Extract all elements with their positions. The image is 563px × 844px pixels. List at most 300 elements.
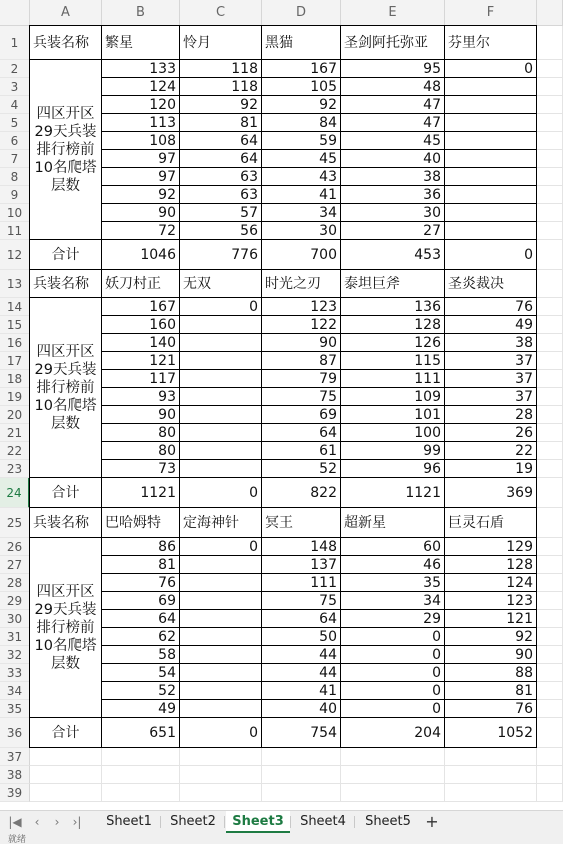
empty-cell[interactable] — [537, 784, 563, 802]
row-header-37[interactable]: 37 — [0, 748, 30, 766]
data-cell[interactable]: 129 — [445, 538, 537, 556]
empty-cell[interactable] — [445, 784, 537, 802]
empty-cell[interactable] — [537, 460, 563, 478]
data-cell[interactable]: 46 — [341, 556, 445, 574]
data-cell[interactable]: 60 — [341, 538, 445, 556]
data-cell[interactable]: 45 — [262, 150, 341, 168]
total-cell[interactable]: 1052 — [445, 718, 537, 748]
data-cell[interactable]: 69 — [102, 592, 180, 610]
data-cell[interactable]: 111 — [341, 370, 445, 388]
empty-cell[interactable] — [102, 784, 180, 802]
data-cell[interactable]: 64 — [180, 150, 262, 168]
ranking-side-label[interactable]: 四区开区29天兵装排行榜前10名爬塔层数 — [30, 60, 102, 240]
row-header-33[interactable]: 33 — [0, 664, 30, 682]
empty-cell[interactable] — [341, 784, 445, 802]
equipment-name-cell[interactable]: 妖刀村正 — [102, 270, 180, 298]
empty-cell[interactable] — [537, 132, 563, 150]
empty-cell[interactable] — [537, 592, 563, 610]
data-cell[interactable]: 37 — [445, 388, 537, 406]
data-cell[interactable]: 64 — [102, 610, 180, 628]
data-cell[interactable] — [180, 646, 262, 664]
data-cell[interactable]: 81 — [180, 114, 262, 132]
row-header-1[interactable]: 1 — [0, 26, 30, 60]
data-cell[interactable]: 120 — [102, 96, 180, 114]
total-cell[interactable]: 776 — [180, 240, 262, 270]
empty-cell[interactable] — [537, 222, 563, 240]
data-cell[interactable]: 47 — [341, 96, 445, 114]
data-cell[interactable]: 63 — [180, 168, 262, 186]
empty-cell[interactable] — [537, 700, 563, 718]
data-cell[interactable]: 30 — [341, 204, 445, 222]
row-header-11[interactable]: 11 — [0, 222, 30, 240]
data-cell[interactable]: 48 — [341, 78, 445, 96]
row-header-20[interactable]: 20 — [0, 406, 30, 424]
empty-cell[interactable] — [341, 748, 445, 766]
data-cell[interactable]: 75 — [262, 388, 341, 406]
data-cell[interactable]: 22 — [445, 442, 537, 460]
empty-cell[interactable] — [262, 784, 341, 802]
equipment-name-cell[interactable]: 圣剑阿托弥亚 — [341, 26, 445, 60]
data-cell[interactable]: 40 — [341, 150, 445, 168]
data-cell[interactable]: 0 — [341, 664, 445, 682]
data-cell[interactable] — [180, 370, 262, 388]
data-cell[interactable]: 38 — [445, 334, 537, 352]
equipment-name-cell[interactable]: 超新星 — [341, 508, 445, 538]
row-header-2[interactable]: 2 — [0, 60, 30, 78]
total-cell[interactable]: 1046 — [102, 240, 180, 270]
empty-cell[interactable] — [537, 204, 563, 222]
empty-cell[interactable] — [537, 96, 563, 114]
total-cell[interactable]: 0 — [180, 478, 262, 508]
total-cell[interactable]: 0 — [445, 240, 537, 270]
block-header-label[interactable]: 兵装名称 — [30, 508, 102, 538]
ranking-side-label[interactable]: 四区开区29天兵装排行榜前10名爬塔层数 — [30, 298, 102, 478]
block-header-label[interactable]: 兵装名称 — [30, 26, 102, 60]
row-header-29[interactable]: 29 — [0, 592, 30, 610]
data-cell[interactable]: 76 — [445, 298, 537, 316]
block-header-label[interactable]: 兵装名称 — [30, 270, 102, 298]
empty-cell[interactable] — [537, 316, 563, 334]
data-cell[interactable] — [180, 628, 262, 646]
next-sheet-icon[interactable]: › — [54, 815, 60, 829]
empty-cell[interactable] — [537, 664, 563, 682]
row-header-13[interactable]: 13 — [0, 270, 30, 298]
data-cell[interactable]: 99 — [341, 442, 445, 460]
data-cell[interactable]: 122 — [262, 316, 341, 334]
equipment-name-cell[interactable]: 怜月 — [180, 26, 262, 60]
total-cell[interactable]: 822 — [262, 478, 341, 508]
data-cell[interactable]: 167 — [102, 298, 180, 316]
row-header-32[interactable]: 32 — [0, 646, 30, 664]
data-cell[interactable]: 47 — [341, 114, 445, 132]
empty-cell[interactable] — [537, 424, 563, 442]
equipment-name-cell[interactable]: 圣炎裁决 — [445, 270, 537, 298]
sheet-tab-sheet4[interactable]: Sheet4 — [300, 814, 346, 829]
data-cell[interactable]: 76 — [445, 700, 537, 718]
empty-cell[interactable] — [30, 784, 102, 802]
empty-cell[interactable] — [537, 26, 563, 60]
data-cell[interactable]: 111 — [262, 574, 341, 592]
column-header-c[interactable]: C — [180, 0, 262, 26]
row-header-21[interactable]: 21 — [0, 424, 30, 442]
data-cell[interactable]: 90 — [102, 204, 180, 222]
empty-cell[interactable] — [537, 766, 563, 784]
data-cell[interactable]: 57 — [180, 204, 262, 222]
empty-cell[interactable] — [180, 784, 262, 802]
row-header-34[interactable]: 34 — [0, 682, 30, 700]
empty-cell[interactable] — [445, 766, 537, 784]
data-cell[interactable]: 34 — [262, 204, 341, 222]
empty-cell[interactable] — [537, 748, 563, 766]
total-cell[interactable]: 700 — [262, 240, 341, 270]
total-cell[interactable]: 1121 — [102, 478, 180, 508]
data-cell[interactable]: 0 — [341, 628, 445, 646]
data-cell[interactable]: 123 — [262, 298, 341, 316]
equipment-name-cell[interactable]: 冥王 — [262, 508, 341, 538]
data-cell[interactable]: 37 — [445, 352, 537, 370]
equipment-name-cell[interactable]: 时光之刃 — [262, 270, 341, 298]
total-cell[interactable]: 754 — [262, 718, 341, 748]
empty-cell[interactable] — [537, 478, 563, 508]
data-cell[interactable]: 80 — [102, 442, 180, 460]
data-cell[interactable]: 124 — [445, 574, 537, 592]
total-cell[interactable]: 1121 — [341, 478, 445, 508]
row-header-22[interactable]: 22 — [0, 442, 30, 460]
data-cell[interactable] — [180, 460, 262, 478]
data-cell[interactable]: 92 — [262, 96, 341, 114]
data-cell[interactable]: 52 — [102, 682, 180, 700]
empty-cell[interactable] — [537, 352, 563, 370]
equipment-name-cell[interactable]: 泰坦巨斧 — [341, 270, 445, 298]
total-label[interactable]: 合计 — [30, 478, 102, 508]
empty-cell[interactable] — [537, 610, 563, 628]
equipment-name-cell[interactable]: 黑猫 — [262, 26, 341, 60]
data-cell[interactable]: 81 — [102, 556, 180, 574]
data-cell[interactable]: 86 — [102, 538, 180, 556]
row-header-12[interactable]: 12 — [0, 240, 30, 270]
row-header-16[interactable]: 16 — [0, 334, 30, 352]
equipment-name-cell[interactable]: 无双 — [180, 270, 262, 298]
row-header-4[interactable]: 4 — [0, 96, 30, 114]
row-header-14[interactable]: 14 — [0, 298, 30, 316]
data-cell[interactable]: 64 — [180, 132, 262, 150]
data-cell[interactable]: 29 — [341, 610, 445, 628]
data-cell[interactable] — [180, 682, 262, 700]
data-cell[interactable] — [445, 186, 537, 204]
data-cell[interactable]: 75 — [262, 592, 341, 610]
row-header-10[interactable]: 10 — [0, 204, 30, 222]
empty-cell[interactable] — [537, 168, 563, 186]
data-cell[interactable]: 128 — [341, 316, 445, 334]
empty-cell[interactable] — [537, 270, 563, 298]
empty-cell[interactable] — [102, 766, 180, 784]
data-cell[interactable]: 113 — [102, 114, 180, 132]
row-header-6[interactable]: 6 — [0, 132, 30, 150]
data-cell[interactable]: 93 — [102, 388, 180, 406]
equipment-name-cell[interactable]: 定海神针 — [180, 508, 262, 538]
data-cell[interactable]: 36 — [341, 186, 445, 204]
data-cell[interactable] — [180, 442, 262, 460]
data-cell[interactable]: 136 — [341, 298, 445, 316]
empty-cell[interactable] — [537, 718, 563, 748]
data-cell[interactable]: 43 — [262, 168, 341, 186]
data-cell[interactable]: 96 — [341, 460, 445, 478]
empty-cell[interactable] — [537, 574, 563, 592]
column-header-e[interactable]: E — [341, 0, 445, 26]
data-cell[interactable] — [445, 168, 537, 186]
data-cell[interactable]: 117 — [102, 370, 180, 388]
column-header-b[interactable]: B — [102, 0, 180, 26]
data-cell[interactable]: 148 — [262, 538, 341, 556]
data-cell[interactable]: 118 — [180, 60, 262, 78]
data-cell[interactable] — [180, 610, 262, 628]
data-cell[interactable]: 38 — [341, 168, 445, 186]
data-cell[interactable]: 26 — [445, 424, 537, 442]
empty-cell[interactable] — [262, 766, 341, 784]
data-cell[interactable]: 109 — [341, 388, 445, 406]
total-label[interactable]: 合计 — [30, 240, 102, 270]
column-header-f[interactable]: F — [445, 0, 537, 26]
data-cell[interactable]: 118 — [180, 78, 262, 96]
data-cell[interactable] — [180, 352, 262, 370]
data-cell[interactable] — [445, 78, 537, 96]
ranking-side-label[interactable]: 四区开区29天兵装排行榜前10名爬塔层数 — [30, 538, 102, 718]
data-cell[interactable]: 126 — [341, 334, 445, 352]
data-cell[interactable]: 80 — [102, 424, 180, 442]
data-cell[interactable]: 41 — [262, 186, 341, 204]
data-cell[interactable]: 73 — [102, 460, 180, 478]
last-sheet-icon[interactable]: ›| — [72, 815, 82, 829]
row-header-25[interactable]: 25 — [0, 508, 30, 538]
data-cell[interactable]: 64 — [262, 610, 341, 628]
row-header-17[interactable]: 17 — [0, 352, 30, 370]
data-cell[interactable]: 140 — [102, 334, 180, 352]
total-cell[interactable]: 453 — [341, 240, 445, 270]
total-label[interactable]: 合计 — [30, 718, 102, 748]
equipment-name-cell[interactable]: 芬里尔 — [445, 26, 537, 60]
sheet-tab-sheet3[interactable]: Sheet3 — [226, 811, 290, 833]
data-cell[interactable]: 97 — [102, 150, 180, 168]
data-cell[interactable]: 35 — [341, 574, 445, 592]
data-cell[interactable]: 44 — [262, 664, 341, 682]
empty-cell[interactable] — [537, 628, 563, 646]
data-cell[interactable]: 49 — [102, 700, 180, 718]
data-cell[interactable]: 137 — [262, 556, 341, 574]
data-cell[interactable]: 123 — [445, 592, 537, 610]
data-cell[interactable]: 81 — [445, 682, 537, 700]
add-sheet-button[interactable]: + — [425, 812, 439, 831]
data-cell[interactable]: 95 — [341, 60, 445, 78]
empty-cell[interactable] — [537, 442, 563, 460]
data-cell[interactable]: 79 — [262, 370, 341, 388]
data-cell[interactable]: 58 — [102, 646, 180, 664]
data-cell[interactable]: 54 — [102, 664, 180, 682]
empty-cell[interactable] — [537, 556, 563, 574]
data-cell[interactable] — [180, 316, 262, 334]
data-cell[interactable]: 64 — [262, 424, 341, 442]
sheet-tab-sheet2[interactable]: Sheet2 — [170, 814, 216, 829]
data-cell[interactable]: 61 — [262, 442, 341, 460]
total-cell[interactable]: 651 — [102, 718, 180, 748]
data-cell[interactable]: 100 — [341, 424, 445, 442]
row-header-26[interactable]: 26 — [0, 538, 30, 556]
data-cell[interactable]: 90 — [445, 646, 537, 664]
empty-cell[interactable] — [102, 748, 180, 766]
empty-cell[interactable] — [537, 298, 563, 316]
data-cell[interactable]: 45 — [341, 132, 445, 150]
data-cell[interactable]: 76 — [102, 574, 180, 592]
empty-cell[interactable] — [262, 748, 341, 766]
data-cell[interactable]: 52 — [262, 460, 341, 478]
prev-sheet-icon[interactable]: ‹ — [34, 815, 40, 829]
data-cell[interactable]: 37 — [445, 370, 537, 388]
empty-cell[interactable] — [537, 78, 563, 96]
data-cell[interactable]: 128 — [445, 556, 537, 574]
data-cell[interactable]: 84 — [262, 114, 341, 132]
row-header-18[interactable]: 18 — [0, 370, 30, 388]
data-cell[interactable]: 105 — [262, 78, 341, 96]
data-cell[interactable] — [445, 222, 537, 240]
empty-cell[interactable] — [537, 240, 563, 270]
data-cell[interactable] — [445, 150, 537, 168]
empty-cell[interactable] — [537, 334, 563, 352]
total-cell[interactable]: 0 — [180, 718, 262, 748]
select-all-corner[interactable] — [0, 0, 30, 26]
empty-cell[interactable] — [537, 114, 563, 132]
row-header-19[interactable]: 19 — [0, 388, 30, 406]
data-cell[interactable]: 121 — [445, 610, 537, 628]
data-cell[interactable]: 90 — [102, 406, 180, 424]
data-cell[interactable] — [180, 388, 262, 406]
data-cell[interactable]: 108 — [102, 132, 180, 150]
empty-cell[interactable] — [537, 682, 563, 700]
data-cell[interactable]: 90 — [262, 334, 341, 352]
data-cell[interactable]: 124 — [102, 78, 180, 96]
data-cell[interactable]: 87 — [262, 352, 341, 370]
data-cell[interactable] — [445, 204, 537, 222]
empty-cell[interactable] — [537, 370, 563, 388]
empty-cell[interactable] — [537, 60, 563, 78]
row-header-39[interactable]: 39 — [0, 784, 30, 802]
data-cell[interactable]: 49 — [445, 316, 537, 334]
total-cell[interactable]: 204 — [341, 718, 445, 748]
data-cell[interactable]: 92 — [102, 186, 180, 204]
data-cell[interactable]: 28 — [445, 406, 537, 424]
data-cell[interactable]: 121 — [102, 352, 180, 370]
empty-cell[interactable] — [537, 646, 563, 664]
data-cell[interactable] — [445, 114, 537, 132]
empty-cell[interactable] — [537, 150, 563, 168]
data-cell[interactable]: 30 — [262, 222, 341, 240]
sheet-tab-sheet1[interactable]: Sheet1 — [106, 814, 152, 829]
data-cell[interactable]: 0 — [341, 700, 445, 718]
data-cell[interactable] — [180, 424, 262, 442]
row-header-7[interactable]: 7 — [0, 150, 30, 168]
sheet-tab-sheet5[interactable]: Sheet5 — [365, 814, 411, 829]
data-cell[interactable] — [180, 334, 262, 352]
data-cell[interactable]: 88 — [445, 664, 537, 682]
empty-cell[interactable] — [180, 748, 262, 766]
row-header-5[interactable]: 5 — [0, 114, 30, 132]
data-cell[interactable]: 63 — [180, 186, 262, 204]
data-cell[interactable] — [180, 664, 262, 682]
data-cell[interactable]: 133 — [102, 60, 180, 78]
data-cell[interactable] — [445, 96, 537, 114]
empty-cell[interactable] — [537, 388, 563, 406]
data-cell[interactable]: 0 — [341, 682, 445, 700]
empty-cell[interactable] — [180, 766, 262, 784]
data-cell[interactable]: 44 — [262, 646, 341, 664]
empty-cell[interactable] — [537, 508, 563, 538]
empty-cell[interactable] — [341, 766, 445, 784]
data-cell[interactable]: 19 — [445, 460, 537, 478]
data-cell[interactable] — [180, 592, 262, 610]
row-header-15[interactable]: 15 — [0, 316, 30, 334]
equipment-name-cell[interactable]: 巴哈姆特 — [102, 508, 180, 538]
column-header-a[interactable]: A — [30, 0, 102, 26]
empty-cell[interactable] — [537, 406, 563, 424]
empty-cell[interactable] — [537, 186, 563, 204]
data-cell[interactable] — [180, 406, 262, 424]
row-header-9[interactable]: 9 — [0, 186, 30, 204]
data-cell[interactable]: 101 — [341, 406, 445, 424]
data-cell[interactable]: 92 — [445, 628, 537, 646]
row-header-3[interactable]: 3 — [0, 78, 30, 96]
empty-cell[interactable] — [30, 766, 102, 784]
data-cell[interactable]: 50 — [262, 628, 341, 646]
row-header-8[interactable]: 8 — [0, 168, 30, 186]
empty-cell[interactable] — [30, 748, 102, 766]
data-cell[interactable]: 92 — [180, 96, 262, 114]
data-cell[interactable]: 40 — [262, 700, 341, 718]
data-cell[interactable]: 69 — [262, 406, 341, 424]
data-cell[interactable]: 0 — [180, 298, 262, 316]
data-cell[interactable]: 56 — [180, 222, 262, 240]
data-cell[interactable] — [180, 700, 262, 718]
data-cell[interactable] — [445, 132, 537, 150]
row-header-31[interactable]: 31 — [0, 628, 30, 646]
empty-cell[interactable] — [537, 538, 563, 556]
equipment-name-cell[interactable]: 巨灵石盾 — [445, 508, 537, 538]
equipment-name-cell[interactable]: 繁星 — [102, 26, 180, 60]
row-header-30[interactable]: 30 — [0, 610, 30, 628]
row-header-27[interactable]: 27 — [0, 556, 30, 574]
data-cell[interactable]: 34 — [341, 592, 445, 610]
data-cell[interactable]: 160 — [102, 316, 180, 334]
data-cell[interactable]: 41 — [262, 682, 341, 700]
column-header-d[interactable]: D — [262, 0, 341, 26]
first-sheet-icon[interactable]: |◀ — [8, 815, 22, 829]
data-cell[interactable]: 0 — [445, 60, 537, 78]
row-header-35[interactable]: 35 — [0, 700, 30, 718]
data-cell[interactable]: 72 — [102, 222, 180, 240]
data-cell[interactable]: 27 — [341, 222, 445, 240]
data-cell[interactable]: 62 — [102, 628, 180, 646]
total-cell[interactable]: 369 — [445, 478, 537, 508]
row-header-28[interactable]: 28 — [0, 574, 30, 592]
row-header-23[interactable]: 23 — [0, 460, 30, 478]
data-cell[interactable] — [180, 574, 262, 592]
data-cell[interactable]: 59 — [262, 132, 341, 150]
row-header-38[interactable]: 38 — [0, 766, 30, 784]
data-cell[interactable]: 0 — [180, 538, 262, 556]
data-cell[interactable]: 115 — [341, 352, 445, 370]
data-cell[interactable]: 167 — [262, 60, 341, 78]
data-cell[interactable] — [180, 556, 262, 574]
data-cell[interactable]: 97 — [102, 168, 180, 186]
row-header-24[interactable]: 24 — [0, 478, 30, 508]
empty-cell[interactable] — [445, 748, 537, 766]
